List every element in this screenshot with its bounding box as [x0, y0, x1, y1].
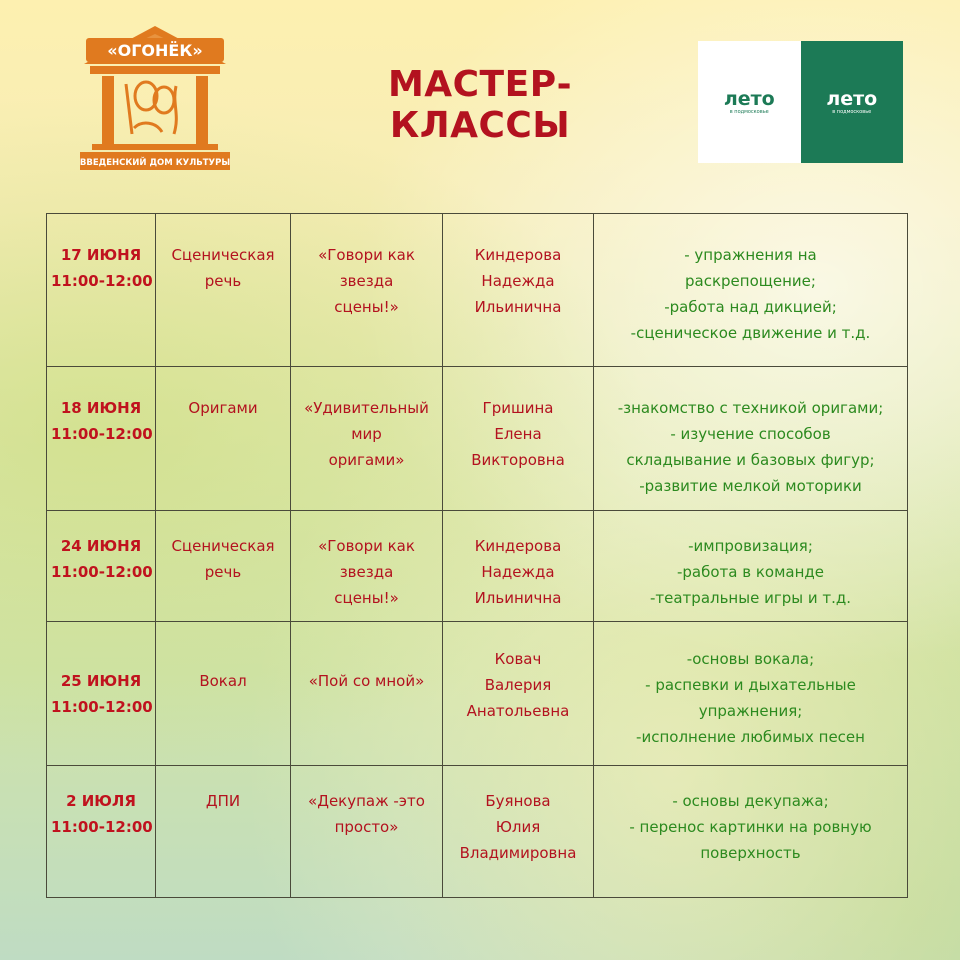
teacher-cell: Киндерова Надежда Ильинична: [443, 511, 594, 622]
leto-word-right: лето: [826, 87, 878, 110]
leto-sub-right: в подмосковье: [832, 108, 872, 115]
leto-word-left: лето: [723, 87, 775, 110]
description-cell: -знакомство с техникой оригами; - изучение способов складывание и базовых фигур; -развитие мелкой моторики: [594, 367, 908, 511]
leto-v-podmoskovye-logo: [698, 41, 903, 163]
description-cell: - упражнения на раскрепощение; -работа над дикцией; -сценическое движение и т.д.: [594, 214, 908, 367]
logo-name: «ОГОНЁК»: [107, 41, 203, 60]
table-row: [47, 214, 908, 367]
class-title-cell: «Удивительный мир оригами»: [291, 367, 443, 511]
date-cell: 18 ИЮНЯ 11:00-12:00: [47, 367, 156, 511]
class-title-cell: «Декупаж -это просто»: [291, 766, 443, 898]
house-of-culture-logo: [76, 24, 234, 174]
subject-cell: ДПИ: [156, 766, 291, 898]
teacher-cell: Буянова Юлия Владимировна: [443, 766, 594, 898]
class-title-cell: «Говори как звезда сцены!»: [291, 214, 443, 367]
temple-logo-icon: [76, 24, 234, 174]
leto-logo-dark: [801, 41, 904, 163]
subject-cell: Вокал: [156, 622, 291, 766]
leto-logo-light: [698, 41, 801, 163]
subject-cell: Оригами: [156, 367, 291, 511]
table-row: [47, 367, 908, 511]
teacher-cell: Киндерова Надежда Ильинична: [443, 214, 594, 367]
logo-caption: ВВЕДЕНСКИЙ ДОМ КУЛЬТУРЫ: [79, 158, 231, 168]
date-cell: 17 ИЮНЯ 11:00-12:00: [47, 214, 156, 367]
class-title-cell: «Пой со мной»: [291, 622, 443, 766]
subject-cell: Сценическая речь: [156, 511, 291, 622]
date-cell: 25 ИЮНЯ 11:00-12:00: [47, 622, 156, 766]
date-cell: 24 ИЮНЯ 11:00-12:00: [47, 511, 156, 622]
table-row: [47, 511, 908, 622]
description-cell: -импровизация; -работа в команде -театральные игры и т.д.: [594, 511, 908, 622]
teacher-cell: Ковач Валерия Анатольевна: [443, 622, 594, 766]
description-cell: -основы вокала; - распевки и дыхательные упражнения; -исполнение любимых песен: [594, 622, 908, 766]
description-cell: - основы декупажа; - перенос картинки на ровную поверхность: [594, 766, 908, 898]
masterclass-schedule-table: [46, 213, 908, 898]
table-row: [47, 766, 908, 898]
date-cell: 2 ИЮЛЯ 11:00-12:00: [47, 766, 156, 898]
class-title-cell: «Говори как звезда сцены!»: [291, 511, 443, 622]
subject-cell: Сценическая речь: [156, 214, 291, 367]
table-row: [47, 622, 908, 766]
leto-sub-left: в подмосковье: [729, 108, 769, 115]
page-title: МАСТЕР-КЛАССЫ: [387, 64, 573, 146]
teacher-cell: Гришина Елена Викторовна: [443, 367, 594, 511]
